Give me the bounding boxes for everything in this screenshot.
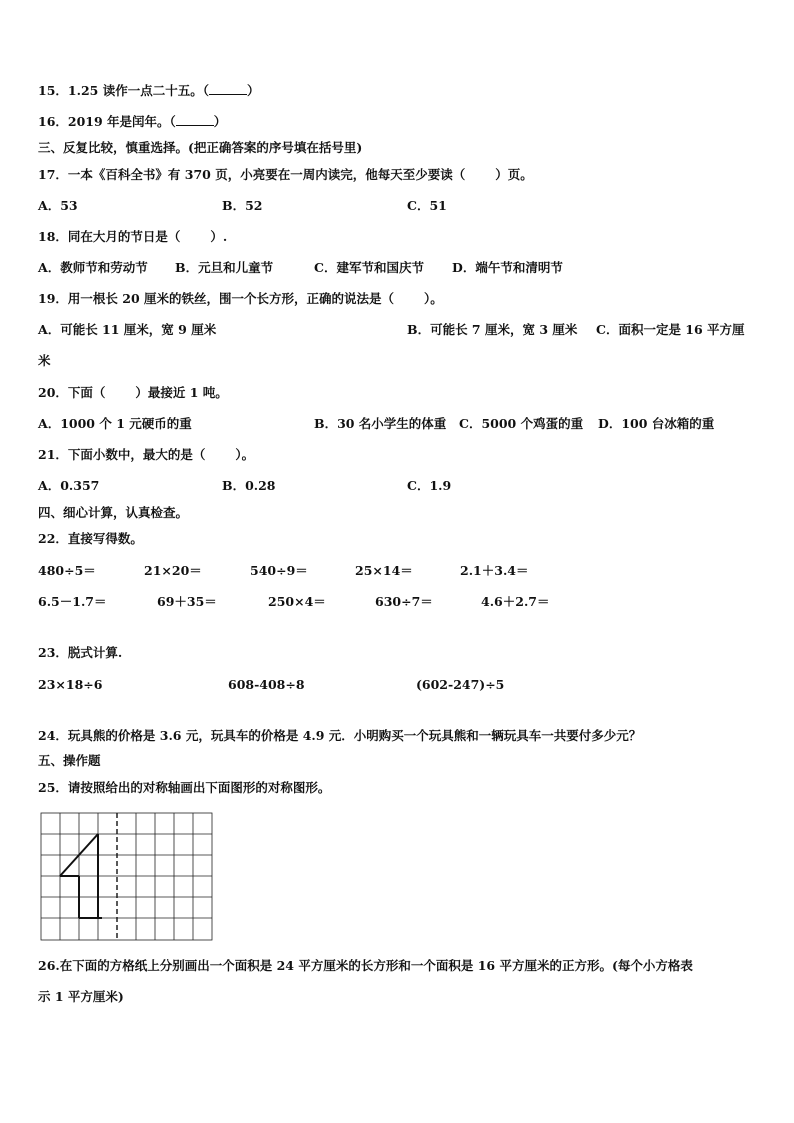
question-22-title: 22．直接写得数。	[38, 531, 143, 546]
question-19-close: ）。	[424, 291, 443, 306]
option-c: C．面积一定是 16 平方厘	[596, 322, 745, 337]
question-26-line-1: 26.在下面的方格纸上分别画出一个面积是 24 平方厘米的长方形和一个面积是 16 平方厘米的正方形。(每个小方格表	[38, 958, 693, 973]
question-25: 25．请按照给出的对称轴画出下面图形的对称图形。	[38, 780, 331, 795]
calc-item: 4.6＋2.7＝	[481, 594, 550, 609]
question-21	[38, 447, 254, 463]
question-16	[38, 114, 226, 130]
question-21-text: 21．下面小数中，最大的是（	[38, 447, 206, 462]
answer-blank[interactable]	[209, 83, 247, 95]
section-5-heading: 五、操作题	[38, 753, 101, 768]
option-d: D．100 台冰箱的重	[598, 416, 715, 431]
calc-item: 2.1＋3.4＝	[460, 563, 529, 578]
answer-blank[interactable]	[176, 114, 214, 126]
option-d: D．端午节和清明节	[452, 260, 563, 275]
calc-item: 69＋35＝	[157, 594, 217, 609]
option-b: B．30 名小学生的体重	[314, 416, 447, 431]
option-a: A．教师节和劳动节	[38, 260, 148, 275]
question-26-line-2: 示 1 平方厘米)	[38, 989, 124, 1004]
question-15-close: ）	[246, 83, 260, 98]
question-18	[38, 229, 227, 245]
calc-item: 21×20＝	[144, 563, 202, 578]
question-19-text: 19．用一根长 20 厘米的铁丝，围一个长方形，正确的说法是（	[38, 291, 394, 306]
calc-item: 250×4＝	[268, 594, 326, 609]
calc-item: 630÷7＝	[375, 594, 433, 609]
option-b: B．0.28	[222, 478, 276, 493]
question-19	[38, 291, 443, 307]
option-b: B．52	[222, 198, 263, 213]
option-c: C．建军节和国庆节	[314, 260, 424, 275]
question-17-text: 17．一本《百科全书》有 370 页，小亮要在一周内读完，他每天至少要读（	[38, 167, 466, 182]
question-20	[38, 385, 228, 401]
calc-item: 6.5－1.7＝	[38, 594, 107, 609]
question-17	[38, 167, 533, 183]
question-18-text: 18．同在大月的节日是（	[38, 229, 181, 244]
section-4-heading: 四、细心计算，认真检查。	[38, 505, 189, 520]
question-15	[38, 83, 259, 99]
option-c: C．1.9	[407, 478, 452, 493]
calc-item: 23×18÷6	[38, 677, 103, 692]
calc-item: 25×14＝	[355, 563, 413, 578]
question-16-text: 16．2019 年是闰年。（	[38, 114, 176, 129]
question-15-text: 15．1.25 读作一点二十五。（	[38, 83, 209, 98]
option-a: A．53	[38, 198, 78, 213]
option-c: C．5000 个鸡蛋的重	[459, 416, 584, 431]
option-b: B．元旦和儿童节	[175, 260, 274, 275]
question-18-close: ）.	[210, 229, 228, 244]
option-c: C．51	[407, 198, 447, 213]
question-17-close: ）页。	[495, 167, 533, 182]
question-21-close: ）。	[235, 447, 255, 462]
option-b: B．可能长 7 厘米，宽 3 厘米	[407, 322, 578, 337]
option-a: A．可能长 11 厘米，宽 9 厘米	[38, 322, 217, 337]
question-16-close: ）	[213, 114, 227, 129]
calc-item: 480÷5＝	[38, 563, 96, 578]
question-24: 24．玩具熊的价格是 3.6 元，玩具车的价格是 4.9 元．小明购买一个玩具熊和一辆玩具车一共要付多少元？	[38, 728, 642, 743]
option-c-continued: 米	[38, 353, 51, 368]
question-23-title: 23．脱式计算.	[38, 645, 123, 660]
option-a: A．1000 个 1 元硬币的重	[38, 416, 192, 431]
calc-item: 608-408÷8	[228, 677, 305, 692]
option-a: A．0.357	[38, 478, 100, 493]
symmetry-grid	[40, 812, 214, 944]
calc-item: 540÷9＝	[250, 563, 308, 578]
section-3-heading: 三、反复比较，慎重选择。(把正确答案的序号填在括号里)	[38, 140, 363, 155]
calc-item: (602-247)÷5	[416, 677, 505, 692]
question-20-text: 20．下面（	[38, 385, 106, 400]
question-20-close: ）最接近 1 吨。	[135, 385, 228, 400]
